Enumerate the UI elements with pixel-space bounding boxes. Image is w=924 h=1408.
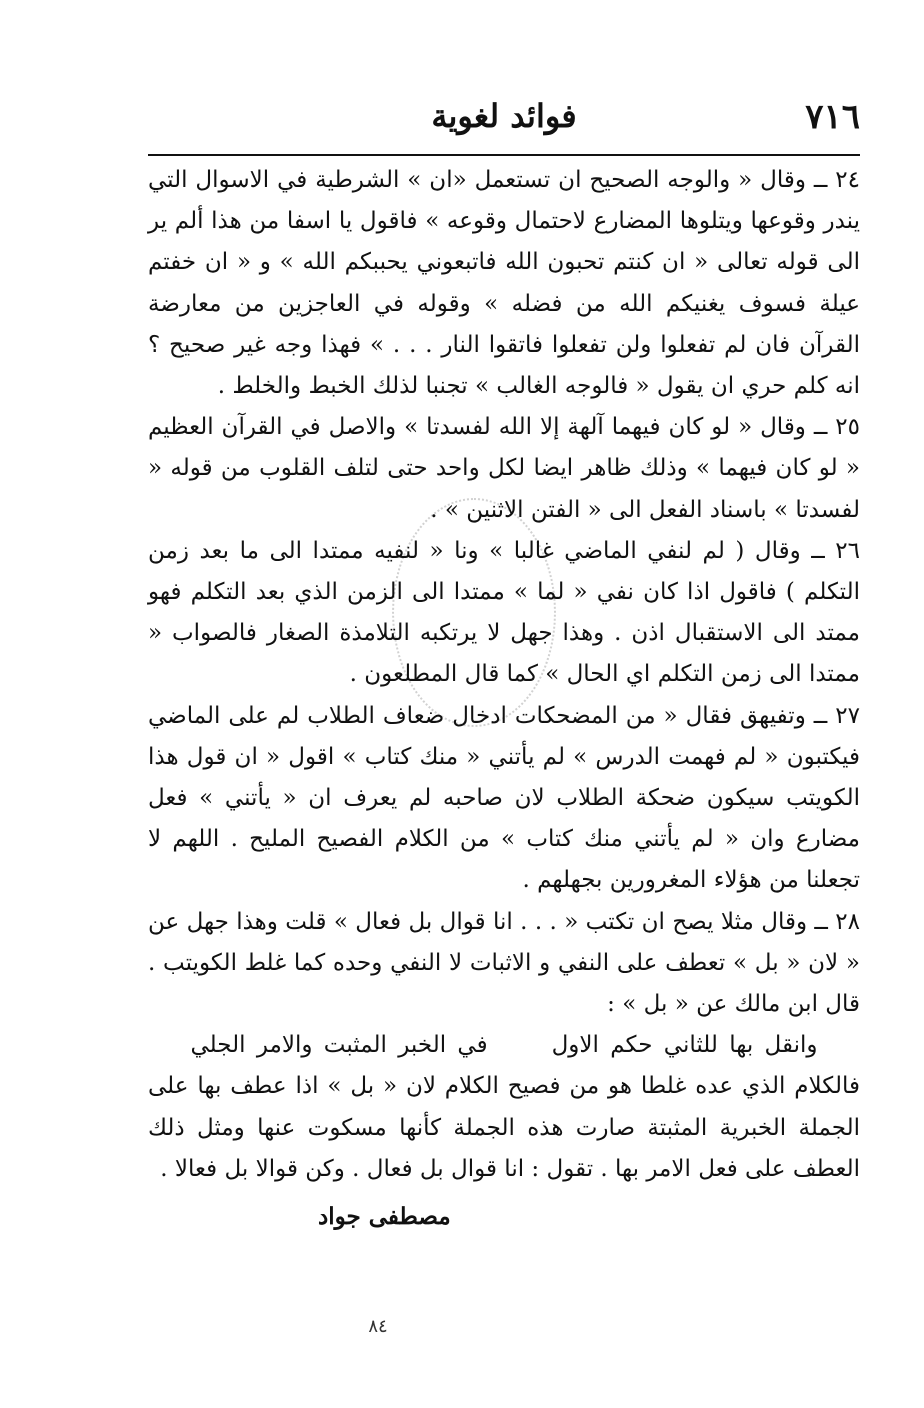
paragraph-28: ٢٨ ــ وقال مثلا يصح ان تكتب « . . . انا قوال بل فعال » قلت وهذا جهل عن « لان « بل » تعطف على النفي و الاثبات لا النفي وحده كما غلط الكويتب . قال ابن مالك عن « بل » : — [148, 908, 860, 1018]
article-body — [148, 160, 860, 1237]
paragraph-25: ٢٥ ــ وقال « لو كان فيهما آلهة إلا الله لفسدتا » والاصل في القرآن العظيم « لو كان فيهما » وذلك ظاهر ايضا لكل واحد حتى لتلف القلوب من قوله « لفسدتا » باسناد الفعل الى « الفتن الاثنين » . — [148, 414, 860, 523]
verse-first-hemistich: وانقل بها للثاني حكم الاول — [551, 1032, 818, 1059]
closing-paragraph: فالكلام الذي عده غلطا هو من فصيح الكلام لان « بل » اذا عطف بها على الجملة الخبرية المثبتة صارت هذه الجملة كأنها مسكوت عنها ومثل ذلك العطف على فعل الامر بها . تقول : انا قوال بل فعال . وكن قوالا بل فعالا . — [148, 1073, 860, 1182]
paragraph-27: ٢٧ ــ وتفيهق فقال « من المضحكات ادخال ضعاف الطلاب لم على الماضي فيكتبون « لم فهمت الدرس » لم يأتني « منك كتاب » اقول « ان قول هذا الكويتب سيكون ضحكة الطلاب لان صاحبه لم يعرف ان « يأتني » فعل مضارع وان « لم يأتني منك كتاب » من الكلام الفصيح المليح . اللهم لا تجعلنا من هؤلاء المغرورين بجهلهم . — [148, 702, 860, 894]
page-number: ٧١٦ — [805, 97, 860, 137]
header-divider — [148, 154, 860, 156]
author-signature: مصطفى جواد — [318, 1203, 451, 1231]
footer-mark: ٨٤ — [368, 1316, 388, 1337]
paragraph-24: ٢٤ ــ وقال « والوجه الصحيح ان تستعمل «ان » الشرطية في الاسوال التي يندر وقوعها ويتلوها المضارع لاحتمال وقوعه » فاقول يا اسفا من هذا ألم ير الى قوله تعالى « ان كنتم تحبون الله فاتبعوني يحببكم الله » و « ان خفتم عيلة فسوف يغنيكم الله من فضله » وقوله في العاجزين من معارضة القرآن فان لم تفعلوا ولن تفعلوا فاتقوا النار . . . » فهذا وجه غير صحيح ؟ انه كلم حري ان يقول « فالوجه الغالب » تجنبا لذلك الخبط والخلط . — [148, 167, 860, 400]
verse-second-hemistich: في الخبر المثبت والامر الجلي — [190, 1032, 488, 1059]
running-title: فوائد لغوية — [431, 97, 577, 135]
paragraph-26: ٢٦ ــ وقال ( لم لنفي الماضي غالبا » ونا « لنفيه ممتدا الى ما بعد زمن التكلم ) فاقول اذا كان نفي « لما » ممتدا الى الزمن الذي بعد التكلم فهو ممتد الى الاستقبال اذن . وهذا جهل لا يرتكبه التلامذة الصغار فالصواب « ممتدا الى زمن التكلم اي الحال » كما قال المطلعون . — [148, 537, 860, 688]
poetry-verse — [148, 1025, 860, 1066]
page-header — [148, 95, 860, 147]
